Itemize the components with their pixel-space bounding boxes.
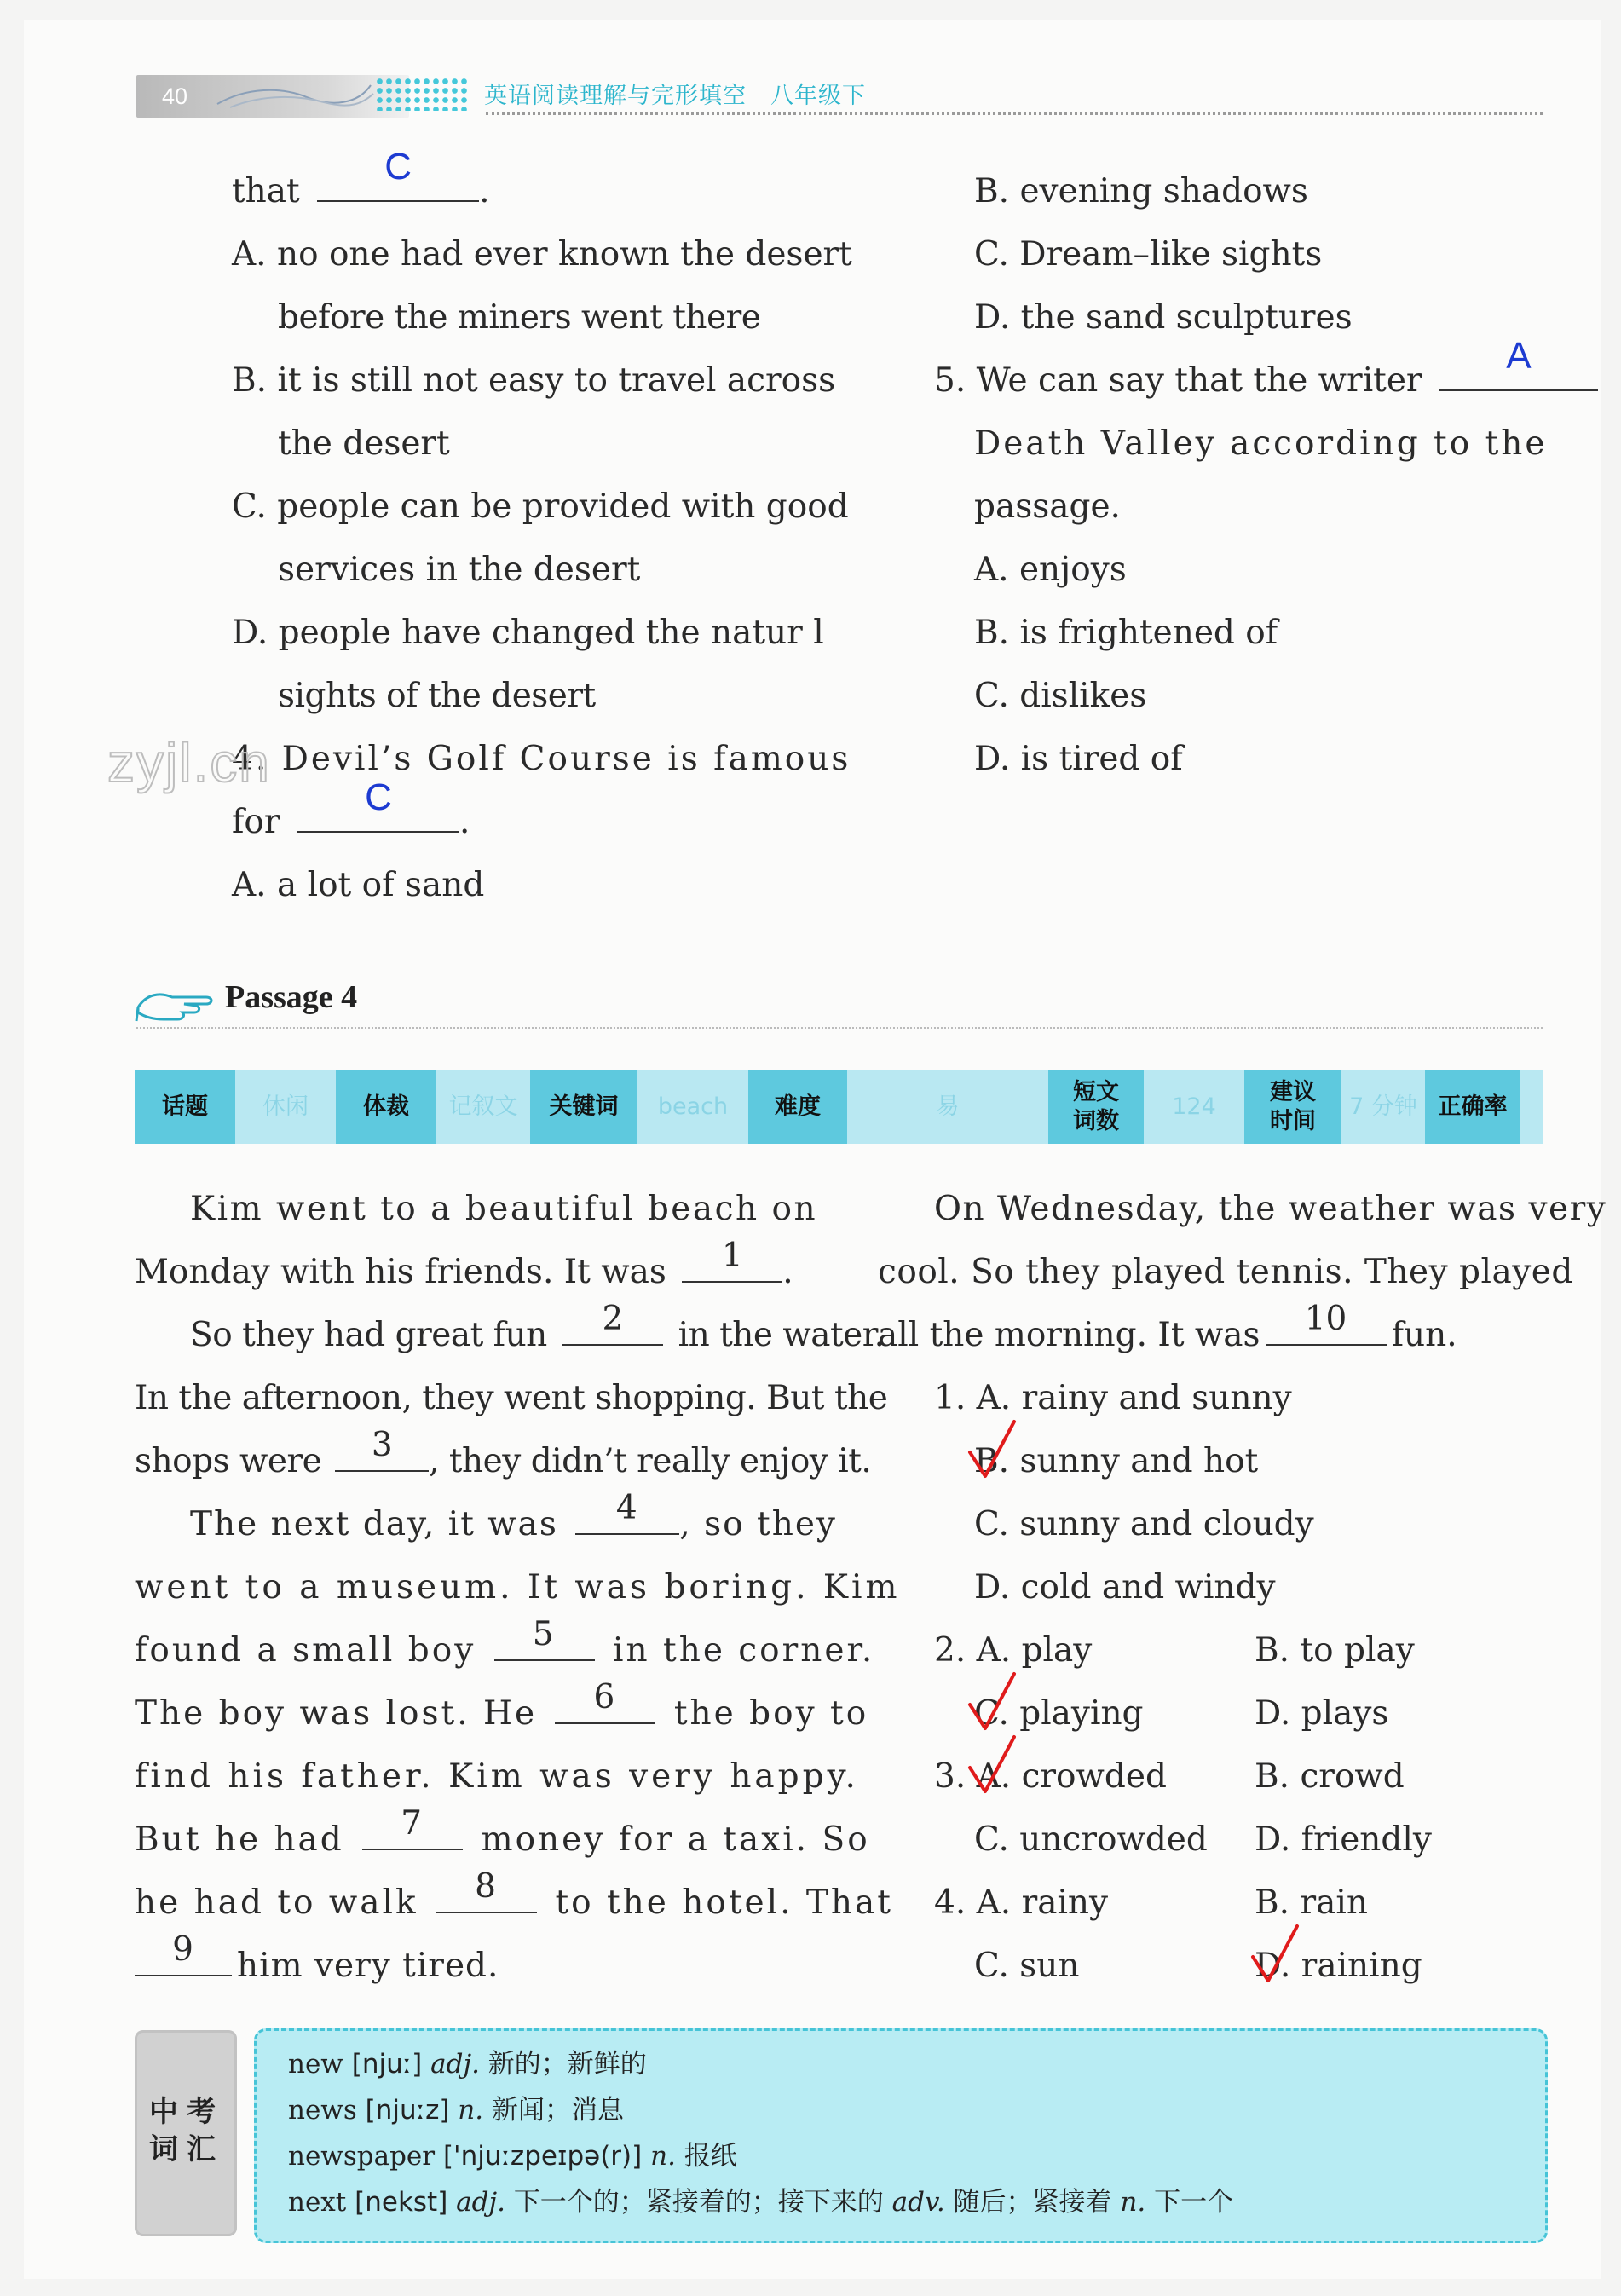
passage-info-bar — [135, 1070, 1543, 1144]
q3-option-b-p4: B. crowd — [1255, 1757, 1405, 1796]
passage-right-line-1: On Wednesday, the weather was very — [934, 1190, 1607, 1228]
q5-stem-line3: passage. — [974, 487, 1121, 526]
passage-line-10: find his father. Kim was very happy. — [135, 1757, 859, 1796]
q4-option-d-p4: D. raining — [1255, 1947, 1422, 1985]
blank-4: 4 — [575, 1496, 679, 1535]
blank-9: 9 — [135, 1937, 232, 1976]
passage-line-12: he had to walk 8 to the hotel. That — [135, 1867, 893, 1922]
q3-option-c: C. people can be provided with good — [232, 487, 849, 526]
info-value-genre: 记叙文 — [436, 1070, 530, 1144]
book-title: 英语阅读理解与完形填空 八年级下 — [484, 83, 866, 109]
q4-option-a: A. a lot of sand — [232, 866, 485, 904]
blank-2: 2 — [562, 1307, 663, 1346]
q2-option-c: C. playing — [974, 1694, 1144, 1733]
q2-option-d: D. plays — [1255, 1694, 1389, 1733]
passage-line-6: The next day, it was 4 , so they — [190, 1489, 837, 1543]
info-label-accuracy: 正确率 — [1425, 1070, 1520, 1144]
blank-1: 1 — [682, 1243, 782, 1283]
q5-stem: 5. We can say that the writer A — [934, 349, 1598, 412]
q5-option-d: D. is tired of — [974, 740, 1183, 778]
info-value-keyword: beach — [637, 1070, 748, 1144]
q4-option-c-p4: C. sun — [974, 1947, 1080, 1985]
checkmark-icon — [1249, 1923, 1301, 1991]
q4-answer-blank: C — [297, 793, 459, 833]
blank-7: 7 — [362, 1811, 463, 1850]
passage-rule — [136, 1027, 1543, 1029]
info-value-difficulty: 易 — [847, 1070, 1048, 1144]
watermark: zyjl.cn — [107, 732, 271, 793]
q3-option-c-cont: services in the desert — [278, 551, 641, 589]
passage-line-13: 9 him very tired. — [135, 1935, 499, 1998]
info-label-topic: 话题 — [135, 1070, 235, 1144]
q4-option-c: C. Dream–like sights — [974, 235, 1323, 274]
passage-line-9: The boy was lost. He 6 the boy to — [135, 1678, 869, 1733]
q4-option-b-p4: B. rain — [1255, 1884, 1368, 1922]
blank-10: 10 — [1266, 1307, 1387, 1346]
passage-title: Passage 4 — [225, 979, 358, 1015]
q3-option-d-p4: D. friendly — [1255, 1820, 1432, 1859]
vocab-tab-label: 中考词汇 — [149, 2095, 224, 2166]
passage-line-2: Monday with his friends. It was 1 . — [135, 1237, 793, 1291]
blank-6: 6 — [555, 1685, 655, 1724]
q3-option-d: D. people have changed the natur l — [232, 614, 824, 652]
q4-option-a-p4: 4. A. rainy — [934, 1884, 1109, 1922]
q5-option-b: B. is frightened of — [974, 614, 1278, 652]
info-label-genre: 体裁 — [336, 1070, 436, 1144]
q5-answer-blank: A — [1439, 352, 1598, 391]
checkmark-icon — [966, 1734, 1018, 1802]
vocab-entry: newspaper ['njuːzpeɪpə(r)] n. 报纸 — [288, 2141, 737, 2172]
q4-stem: 4. Devil’s Golf Course is famous — [232, 740, 851, 778]
q3-option-c-p4: C. uncrowded — [974, 1820, 1208, 1859]
info-label-difficulty: 难度 — [748, 1070, 847, 1144]
checkmark-icon — [966, 1670, 1018, 1739]
info-label-keyword: 关键词 — [530, 1070, 637, 1144]
passage-line-5: shops were 3 , they didn’t really enjoy it. — [135, 1426, 872, 1480]
header-rule — [486, 112, 1543, 115]
passage-line-4: In the afternoon, they went shopping. But the — [135, 1379, 888, 1417]
info-value-time: 7 分钟 — [1341, 1070, 1425, 1144]
info-value-accuracy — [1520, 1070, 1543, 1144]
header-dots — [375, 77, 469, 111]
q1-option-d: D. cold and windy — [974, 1568, 1276, 1607]
passage-line-8: found a small boy 5 in the corner. — [135, 1615, 875, 1670]
header-swoosh-icon — [213, 78, 375, 112]
q3-option-a-cont: before the miners went there — [278, 298, 761, 337]
info-value-topic: 休闲 — [235, 1070, 336, 1144]
checkmark-icon — [966, 1418, 1018, 1486]
q4-stem-tail: for C . — [232, 776, 470, 841]
passage-right-line-2: cool. So they played tennis. They played — [878, 1253, 1573, 1291]
q5-stem-line2: Death Valley according to the — [974, 424, 1548, 463]
q3-option-b: B. it is still not easy to travel across — [232, 361, 836, 400]
q3-option-a: A. no one had ever known the desert — [232, 235, 852, 274]
info-label-time: 建议 时间 — [1244, 1070, 1341, 1144]
q4-option-b: B. evening shadows — [974, 172, 1308, 211]
pointing-hand-icon — [135, 982, 220, 1026]
passage-right-line-3: all the morning. It was 10 fun. — [878, 1300, 1457, 1354]
info-label-wordcount: 短文 词数 — [1048, 1070, 1144, 1144]
q2-option-a: 2. A. play — [934, 1631, 1093, 1670]
q1-option-a: 1. A. rainy and sunny — [934, 1379, 1292, 1417]
q3-option-b-cont: the desert — [278, 424, 450, 463]
q3-answer-blank: C — [317, 163, 479, 202]
blank-8: 8 — [436, 1874, 537, 1913]
q2-option-b: B. to play — [1255, 1631, 1415, 1670]
q5-option-c: C. dislikes — [974, 677, 1147, 715]
passage-line-7: went to a museum. It was boring. Kim — [135, 1568, 901, 1607]
passage-line-1: Kim went to a beautiful beach on — [190, 1190, 818, 1228]
blank-5: 5 — [494, 1622, 595, 1661]
q3-option-d-cont: sights of the desert — [278, 677, 596, 715]
q1-option-c: C. sunny and cloudy — [974, 1505, 1314, 1543]
q1-option-b: B. sunny and hot — [974, 1442, 1259, 1480]
vocab-entry: new [njuː] adj. 新的；新鲜的 — [288, 2049, 647, 2080]
q4-option-d: D. the sand sculptures — [974, 298, 1353, 337]
passage-line-3: So they had great fun 2 in the water. — [190, 1300, 885, 1354]
vocab-entry: next [nekst] adj. 下一个的；紧接着的；接下来的 adv. 随后；紧接着 n. 下一个 — [288, 2187, 1234, 2218]
q5-option-a: A. enjoys — [974, 551, 1127, 589]
info-value-wordcount: 124 — [1144, 1070, 1244, 1144]
q3-option-a-p4: 3. A. crowded — [934, 1757, 1167, 1796]
passage-line-11: But he had 7 money for a taxi. So — [135, 1804, 870, 1859]
blank-3: 3 — [335, 1433, 429, 1472]
page-number: 40 — [162, 84, 188, 109]
vocab-entry: news [njuːz] n. 新闻；消息 — [288, 2095, 624, 2126]
q3-stem-tail: that C . — [232, 146, 490, 211]
